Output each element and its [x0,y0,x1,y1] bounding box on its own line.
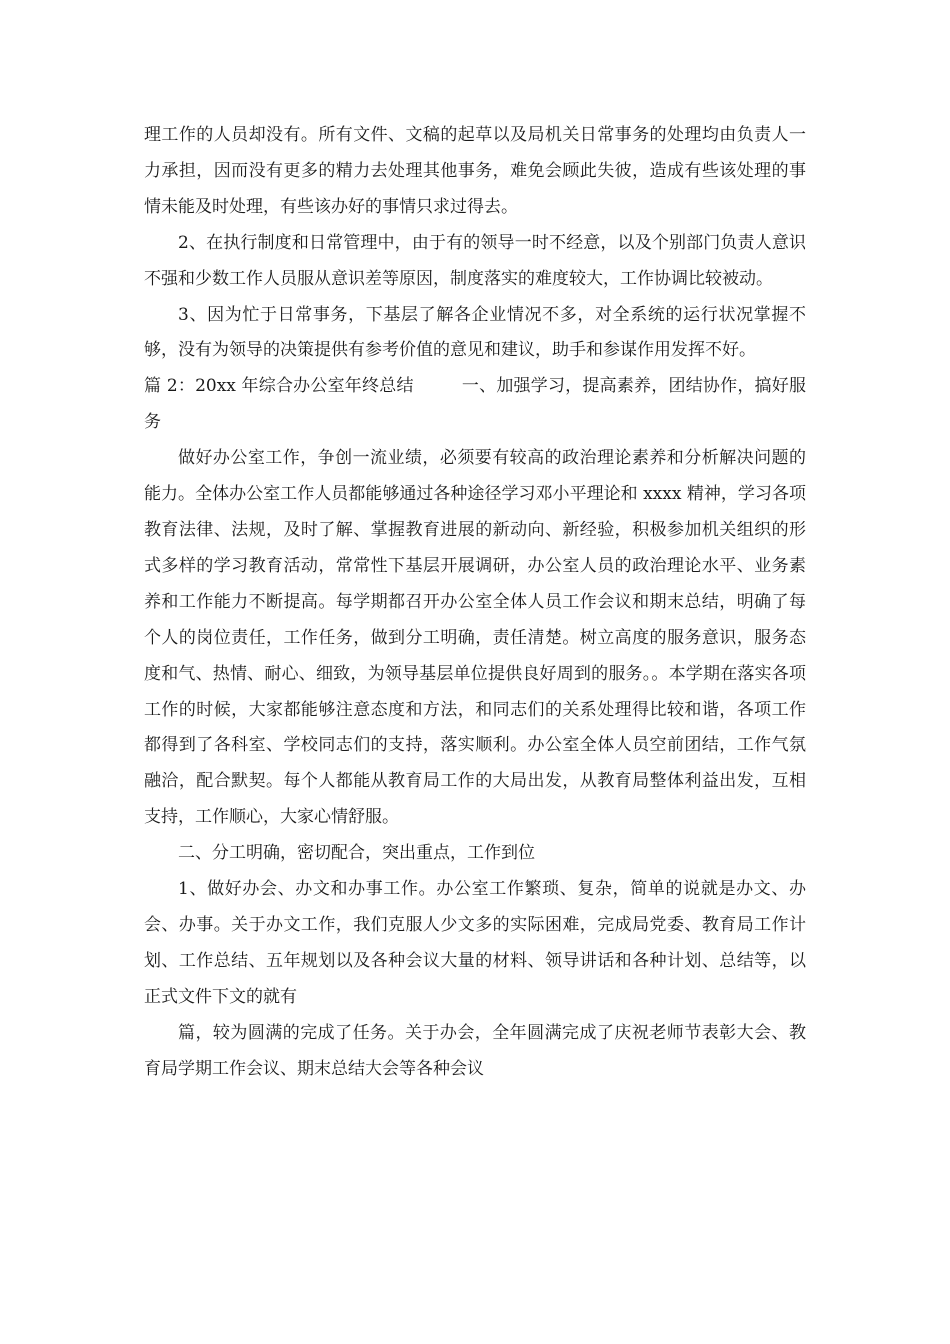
section-heading [144,369,806,441]
paragraph-item-3: 3、因为忙于日常事务，下基层了解各企业情况不多，对全系统的运行状况掌握不够，没有为领导的决策提供有参考价值的意见和建议，助手和参谋作用发挥不好。 [144,304,806,361]
subheading-division: 二、分工明确，密切配合，突出重点，工作到位 [178,843,535,864]
document-body [144,118,806,1087]
paragraph-item-2: 2、在执行制度和日常管理中，由于有的领导一时不经意，以及个别部门负责人意识不强和少数工作人员服从意识差等原因，制度落实的难度较大，工作协调比较被动。 [144,232,806,289]
section-title: 篇 2：20xx 年综合办公室年终总结 [144,376,414,397]
section-subheading: 一、加强学习，提高素养，团结协作，搞好服务 [144,376,806,433]
paragraph-meetings: 篇，较为圆满的完成了任务。关于办会，全年圆满完成了庆祝老师节表彰大会、教育局学期工作会议、期末总结大会等各种会议 [144,1022,806,1079]
paragraph-continuation: 理工作的人员却没有。所有文件、文稿的起草以及局机关日常事务的处理均由负责人一力承担，因而没有更多的精力去处理其他事务，难免会顾此失彼，造成有些该处理的事情未能及时处理，有些该办好的事情只求过得去。 [144,125,806,217]
paragraph-study: 做好办公室工作，争创一流业绩，必须要有较高的政治理论素养和分析解决问题的能力。全体办公室工作人员都能够通过各种途径学习邓小平理论和 xxxx 精神，学习各项教育法律、法规，及时了解、掌握教育进展的新动向、新经验，积极参加机关组织的形式多样的学习教育活动，常常性下基层开展调研，办公室人员的政治理论水平、业务素养和工作能力不断提高。每学期都召开办公室全体人员工作会议和期末总结，明确了每个人的岗位责任，工作任务，做到分工明确，责任清楚。树立高度的服务意识，服务态度和气、热情、耐心、细致，为领导基层单位提供良好周到的服务。。本学期在落实各项工作的时候，大家都能够注意态度和方法，和同志们的关系处理得比较和谐，各项工作都得到了各科室、学校同志们的支持，落实顺利。办公室全体人员空前团结，工作气氛融洽，配合默契。每个人都能从教育局工作的大局出发，从教育局整体利益出发，互相支持，工作顺心，大家心情舒服。 [144,448,806,828]
paragraph-office-work: 1、做好办会、办文和办事工作。办公室工作繁琐、复杂，简单的说就是办文、办会、办事。关于办文工作，我们克服人少文多的实际困难，完成局党委、教育局工作计划、工作总结、五年规划以及各种会议大量的材料、领导讲话和各种计划、总结等，以正式文件下文的就有 [144,879,806,1007]
